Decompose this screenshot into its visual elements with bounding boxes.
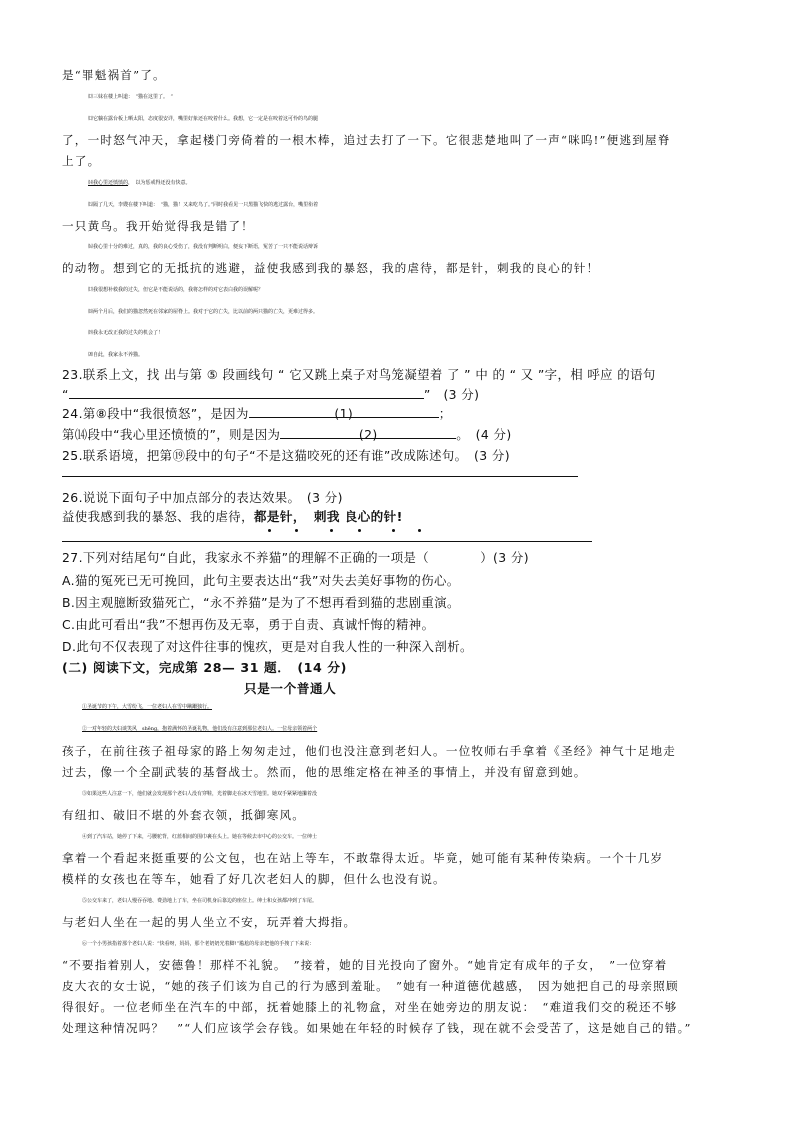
question-26: 26.说说下面句子中加点部分的表达效果。 (3 分) <box>62 490 343 505</box>
question-27: 27.下列对结尾句“自此，我家永不养猫”的理解不正确的一项是（ ）(3 分) <box>62 550 529 565</box>
paragraph-3-line2: 有纽扣、破旧不堪的外套衣领，抵御寒风。 <box>62 808 306 822</box>
option-b[interactable]: B.因主观臆断致猫死亡，“永不养猫”是为了不想再看到猫的悲剧重演。 <box>62 595 460 610</box>
paragraph-3-line1: ③如果这些人注意一下，他们就会发现那个老妇人没有穿鞋，光着脚走在冰天雪地里。她双手紧紧地攥着没 <box>82 791 318 797</box>
paragraph-17: ⒄我很想补救我的过失，但它是不能说话的，我将怎样的对它表白我的误解呢？ <box>88 287 264 293</box>
dotted-phrase-1: 都是针， <box>253 509 306 524</box>
paragraph-13-line1: ⒀它躺在露台板上晒太阳，态度很安详，嘴里好象还在咬着什么。我想，它一定是在咬着这可怜的鸟的腿 <box>88 116 319 122</box>
paragraph-4-line1: ④到了汽车站，她停了下来，弓腰驼背，红蓝相间的围巾裹在头上。她在等候去市中心的公交车。一位绅士 <box>82 834 318 840</box>
answer-blank-1[interactable]: (1) <box>249 405 439 418</box>
emphasis-dot <box>295 529 298 532</box>
section-heading: (二) 阅读下文，完成第 28— 31 题． (14 分) <box>62 660 347 675</box>
answer-line-25[interactable] <box>62 476 578 477</box>
option-d[interactable]: D.此句不仅表现了对这件往事的愧疚，更是对自我人性的一种深入剖析。 <box>62 639 473 654</box>
paragraph-6-line3: 皮大衣的女士说，“她的孩子们该为自己的行为感到羞耻。 ”她有一种道德优越感， 因为她把自己的母亲照顾 <box>62 979 679 993</box>
paragraph-14-rest: ， 以为惩戒得还没有快意。 <box>128 180 191 186</box>
passage-line: 是“罪魁祸首”了。 <box>62 68 166 82</box>
question-26-sentence: 益使我感到我的暴怒、我的虐待，都是针， 刺我 良心的针! <box>62 509 403 524</box>
paragraph-5-line1: ⑤公交车来了，老妇人慢吞吞地、费劲地上了车，坐在司机身后靠边的座位上。绅士和女孩都冲到了车尾。 <box>82 898 318 904</box>
paragraph-2-line1: ②一对年轻的夫妇谈笑风 shēng，抱着满怀的圣诞礼物，他们没有注意到那位老妇人。一位母亲领着两个 <box>82 726 318 732</box>
emphasis-dot <box>268 529 271 532</box>
paragraph-18: ⒅两个月后，我们的猫忽然死在邻家的屋脊上。我对于它的亡失，比以前的两只猫的亡失，更难过得多。 <box>88 309 319 315</box>
emphasis-dot <box>330 529 333 532</box>
paragraph-13-line3: 上了。 <box>62 154 101 168</box>
question-23-answer-line: “ ” (3 分) <box>62 387 480 402</box>
paragraph-15-line1: ⒂隔了几天，李嫂在楼下叫道： “猫，猫！又来吃鸟了。”同时我看见一只黑猫飞快的逃过露台，嘴里衔着 <box>88 202 319 208</box>
paragraph-2-line2: 孩子，在前往孩子祖母家的路上匆匆走过，他们也没注意到老妇人。一位牧师右手拿着《圣经》神气十足地走 <box>62 744 677 758</box>
paragraph-1: ①圣诞节的下午，大雪纷飞，一位老妇人在雪中蹒跚独行。 <box>82 704 213 710</box>
paragraph-14 <box>88 174 768 192</box>
paragraph-16-line2: 的动物。想到它的无抵抗的逃避，益使我感到我的暴怒，我的虐待，都是针，刺我的良心的针！ <box>62 261 600 275</box>
paragraph-4-line2: 拿着一个看起来挺重要的公文包，也在站上等车，不敢靠得太近。毕竟，她可能有某种传染病。一个十几岁 <box>62 851 664 865</box>
option-c[interactable]: C.由此可看出“我”不想再伤及无辜，勇于自责、真诚忏悔的精神。 <box>62 617 435 632</box>
underlined-sentence: ⒁我心里还愤愤的 <box>88 180 129 186</box>
paragraph-4-line3: 模样的女孩也在等车，她看了好几次老妇人的脚，但什么也没有说。 <box>62 872 446 886</box>
paragraph-15-line2: 一只黄鸟。我开始觉得我是错了！ <box>62 219 254 233</box>
paragraph-20: ⒇自此，我家永不养猫。 <box>88 352 144 358</box>
emphasis-dot <box>392 529 395 532</box>
question-24-part1: 24.第⑧段中“我很愤怒”，是因为 (1) ； <box>62 406 452 421</box>
paragraph-16-line1: ⒃我心里十分的难过，真的，我的良心受伤了，我没有判断明白，便妄下断语，冤苦了一只不能说话辩诉 <box>88 244 319 250</box>
passage-title: 只是一个普通人 <box>244 681 337 696</box>
question-25: 25.联系语境，把第⑲段中的句子“不是这猫咬死的还有谁”改成陈述句。 (3 分) <box>62 448 510 463</box>
paragraph-12: ⑿三妹在楼上叫道： “猫在这里了。 ” <box>88 94 174 100</box>
paragraph-19: ⒆我永无改正我的过失的机会了！ <box>88 330 164 336</box>
paragraph-2-line3: 过去，像一个全副武装的基督战士。然而，他的思维定格在神圣的事情上，并没有留意到她。 <box>62 765 587 779</box>
paragraph-6-line5: 处理这种情况吗？ ”“人们应该学会存钱。如果她在年轻的时候存了钱，现在就不会受苦了，这是她自己的错。” <box>62 1021 692 1035</box>
emphasis-dot <box>418 529 421 532</box>
answer-blank[interactable] <box>69 386 424 399</box>
paragraph-6-line4: 得很好。一位老师坐在汽车的中部，抚着她膝上的礼物盒，对坐在她旁边的朋友说： “难道我们交的税还不够 <box>62 1000 678 1014</box>
paragraph-6-line2: “不要指着别人，安德鲁！那样不礼貌。 ”接着，她的目光投向了窗外。“她肯定有成年的子女， ”一位穿着 <box>62 958 668 972</box>
paragraph-6-line1: ⑥一个小男孩指着那个老妇人说：“快看呀，妈妈，那个老奶奶光着脚!”尴尬的母亲把他的手拽了下来说： <box>82 941 315 947</box>
paragraph-13-line2: 了，一时怒气冲天，拿起楼门旁倚着的一根木棒，追过去打了一下。它很悲楚地叫了一声“咪呜!”便逃到屋脊 <box>62 133 671 147</box>
answer-line-26[interactable] <box>62 541 592 542</box>
dotted-phrase-2: 刺我 良心的针! <box>313 509 403 524</box>
emphasis-dot <box>358 529 361 532</box>
option-a[interactable]: A.猫的冤死已无可挽回，此句主要表达出“我”对失去美好事物的伤心。 <box>62 573 460 588</box>
question-23: 23.联系上文，找 出与第 ⑤ 段画线句 “ 它又跳上桌子对鸟笼凝望着 了 ” 中 的 “ 又 ”字，相 呼应 的语句 <box>62 367 656 382</box>
paragraph-5-line2: 与老妇人坐在一起的男人坐立不安，玩弄着大拇指。 <box>62 915 357 929</box>
question-24-part2: 第⒁段中“我心里还愤愤的”，则是因为 (2) 。 (4 分) <box>62 427 512 442</box>
answer-blank-2[interactable]: (2) <box>280 426 456 439</box>
